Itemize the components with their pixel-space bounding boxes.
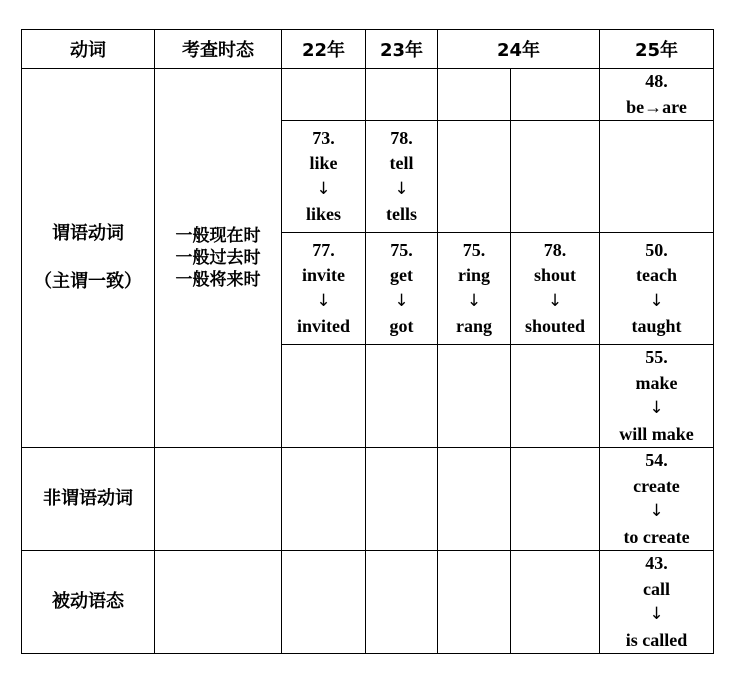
item-number: 73. <box>312 127 335 148</box>
empty-cell <box>438 69 511 121</box>
empty-cell <box>438 121 511 233</box>
item-to: will make <box>619 423 694 444</box>
table-row <box>22 551 714 654</box>
down-arrow-icon: ↓ <box>547 290 563 311</box>
empty-cell <box>366 69 438 121</box>
down-arrow-icon: ↓ <box>649 604 664 624</box>
tense-present: 一般现在时 <box>175 226 261 246</box>
tense-list <box>155 69 282 448</box>
item-from: shout <box>533 265 577 285</box>
item-number: 43. <box>645 553 668 573</box>
verb-tense-table <box>21 29 714 654</box>
item-from: create <box>633 475 680 496</box>
item-q78-shout <box>511 233 600 345</box>
category-predicate-note: （主谓一致） <box>34 271 142 292</box>
item-from: ring <box>457 265 490 285</box>
item-number: 78. <box>543 239 567 260</box>
empty-cell <box>366 448 438 551</box>
down-arrow-icon: ↓ <box>316 290 331 311</box>
empty-cell <box>282 551 366 654</box>
item-number: 75. <box>390 239 413 260</box>
empty-cell <box>282 448 366 551</box>
item-from: invite <box>302 265 345 285</box>
empty-cell <box>600 121 714 233</box>
empty-cell <box>511 551 600 654</box>
item-number: 55. <box>645 347 668 367</box>
item-q43 <box>600 551 714 654</box>
item-number: 50. <box>645 239 668 260</box>
item-q78-tell <box>366 121 438 233</box>
down-arrow-icon: ↓ <box>394 290 409 311</box>
item-to: to create <box>623 526 690 547</box>
down-arrow-icon: ↓ <box>649 290 664 311</box>
table-row <box>22 69 714 121</box>
item-to: taught <box>631 316 682 336</box>
item-from: get <box>390 265 413 285</box>
item-q54 <box>600 448 714 551</box>
header-verb: 动词 <box>22 30 155 69</box>
item-q75-ring <box>438 233 511 345</box>
empty-cell <box>511 69 600 121</box>
header-year-22: 22年 <box>282 30 366 69</box>
item-to: likes <box>305 204 341 224</box>
tense-past: 一般过去时 <box>175 248 261 268</box>
table-row <box>22 448 714 551</box>
item-q77 <box>282 233 366 345</box>
item-number: 78. <box>390 127 413 148</box>
item-number: 77. <box>312 239 335 260</box>
item-to: invited <box>296 316 350 336</box>
empty-cell <box>438 448 511 551</box>
item-to: got <box>389 316 414 336</box>
item-q50 <box>600 233 714 345</box>
item-to: tells <box>386 204 417 224</box>
empty-cell <box>282 69 366 121</box>
header-year-25: 25年 <box>600 30 714 69</box>
item-number: 75. <box>462 239 486 260</box>
empty-cell <box>438 551 511 654</box>
item-from: tell <box>389 153 414 173</box>
empty-cell <box>155 448 282 551</box>
item-number: 54. <box>645 450 668 470</box>
item-q48 <box>600 69 714 121</box>
item-from: make <box>635 372 678 393</box>
header-tense: 考查时态 <box>155 30 282 69</box>
item-from: call <box>643 578 670 599</box>
category-predicate-label: 谓语动词 <box>52 223 124 244</box>
category-predicate-verb <box>22 69 155 448</box>
down-arrow-icon: ↓ <box>394 178 409 199</box>
category-passive: 被动语态 <box>22 551 155 654</box>
empty-cell <box>366 551 438 654</box>
category-non-predicate: 非谓语动词 <box>22 448 155 551</box>
item-to: rang <box>456 316 492 336</box>
item-to: is called <box>625 629 688 650</box>
item-text: be→are <box>626 96 687 117</box>
empty-cell <box>155 551 282 654</box>
empty-cell <box>366 345 438 448</box>
header-year-24: 24年 <box>438 30 600 69</box>
empty-cell <box>438 345 511 448</box>
down-arrow-icon: ↓ <box>466 290 482 311</box>
down-arrow-icon: ↓ <box>649 501 664 521</box>
item-from: teach <box>636 265 677 285</box>
header-row <box>22 30 714 69</box>
item-number: 48. <box>645 71 668 91</box>
item-q75-get <box>366 233 438 345</box>
down-arrow-icon: ↓ <box>649 398 664 418</box>
item-q55 <box>600 345 714 448</box>
empty-cell <box>511 448 600 551</box>
tense-future: 一般将来时 <box>175 270 261 290</box>
item-from: like <box>309 153 338 173</box>
item-q73 <box>282 121 366 233</box>
header-year-23: 23年 <box>366 30 438 69</box>
down-arrow-icon: ↓ <box>316 178 331 199</box>
empty-cell <box>511 345 600 448</box>
empty-cell <box>511 121 600 233</box>
empty-cell <box>282 345 366 448</box>
item-to: shouted <box>524 316 586 336</box>
